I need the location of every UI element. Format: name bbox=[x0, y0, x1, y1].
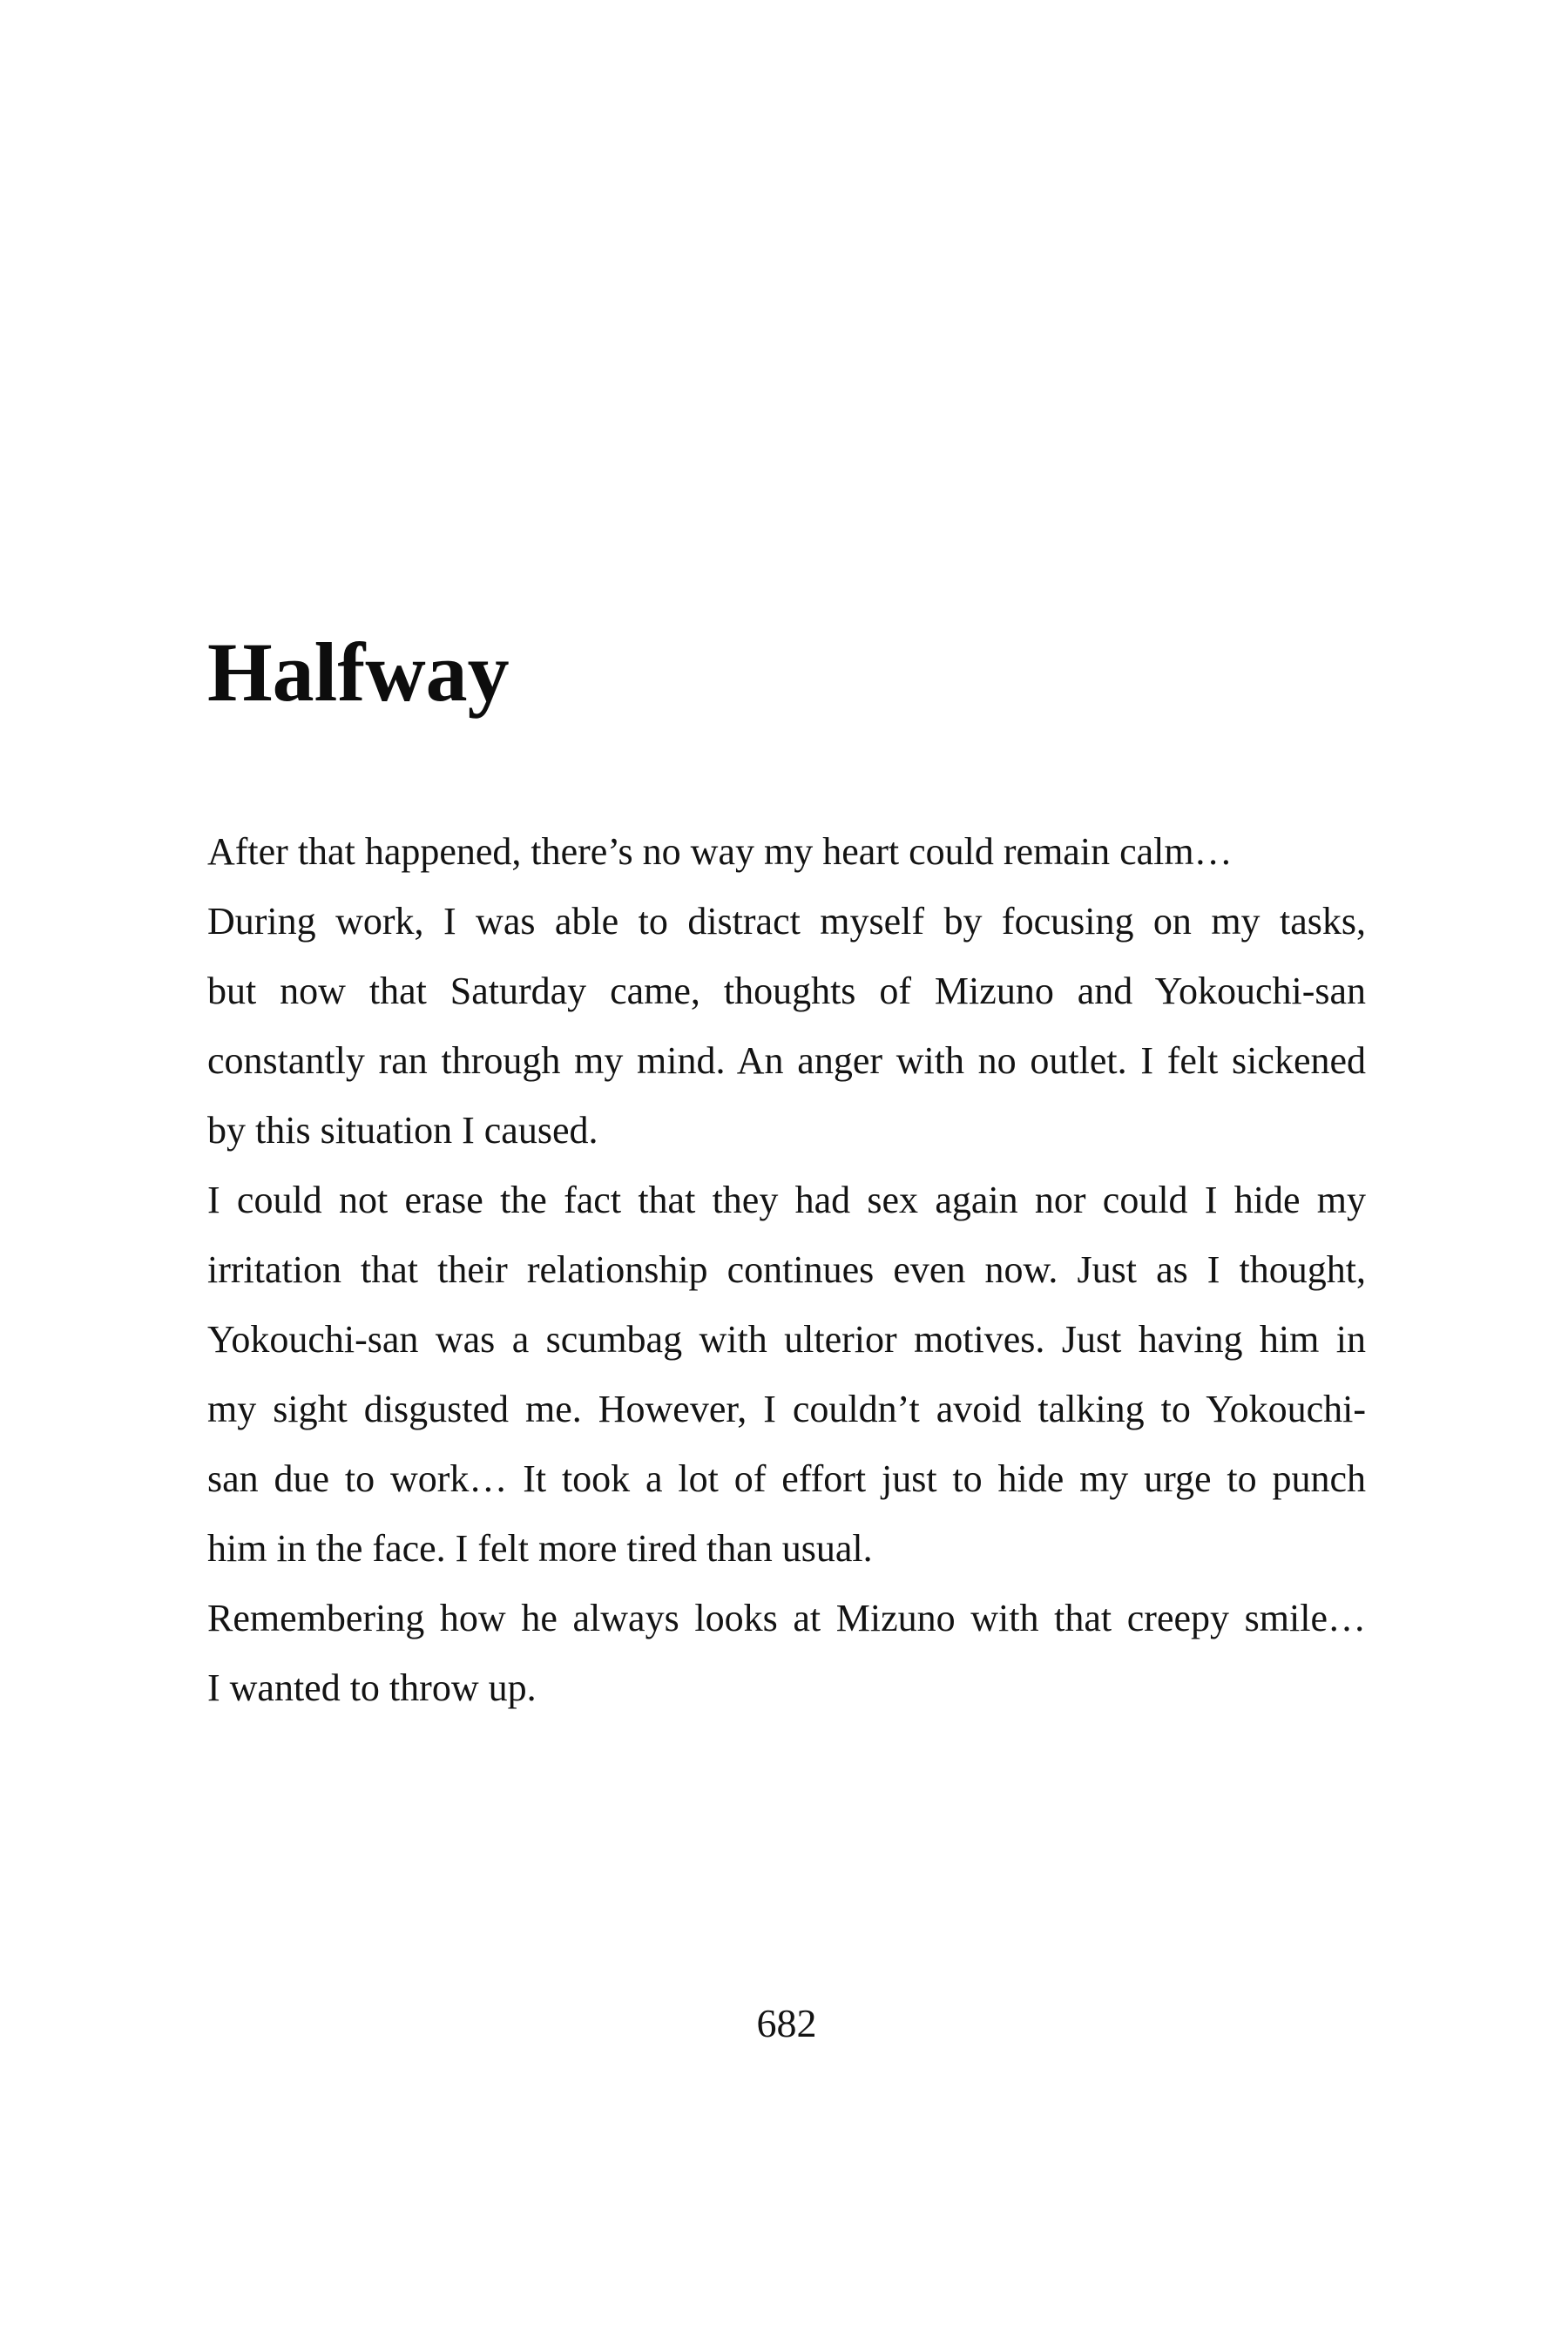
body-line: constantly ran through my mind. An anger with no outlet. I felt sickened bbox=[207, 1039, 1366, 1082]
body-line: but now that Saturday came, thoughts of Mizuno and Yokouchi-san bbox=[207, 970, 1366, 1012]
body-line: my sight disgusted me. However, I couldn’t avoid talking to Yokouchi- bbox=[207, 1388, 1366, 1430]
body-text bbox=[207, 817, 1366, 1723]
body-line: Remembering how he always looks at Mizuno with that creepy smile… bbox=[207, 1597, 1366, 1639]
body-line: I could not erase the fact that they had sex again nor could I hide my bbox=[207, 1179, 1366, 1221]
body-line: I wanted to throw up. bbox=[207, 1666, 537, 1709]
body-line: san due to work… It took a lot of effort just to hide my urge to punch bbox=[207, 1457, 1366, 1500]
chapter-title: Halfway bbox=[207, 625, 510, 720]
body-line: him in the face. I felt more tired than usual. bbox=[207, 1527, 873, 1570]
body-line: irritation that their relationship continues even now. Just as I thought, bbox=[207, 1248, 1366, 1291]
page-number: 682 bbox=[756, 2001, 817, 2045]
body-line: Yokouchi-san was a scumbag with ulterior motives. Just having him in bbox=[207, 1318, 1366, 1361]
body-line: by this situation I caused. bbox=[207, 1109, 598, 1152]
body-line: After that happened, there’s no way my heart could remain calm… bbox=[207, 830, 1233, 873]
body-line: During work, I was able to distract myself by focusing on my tasks, bbox=[207, 900, 1366, 943]
